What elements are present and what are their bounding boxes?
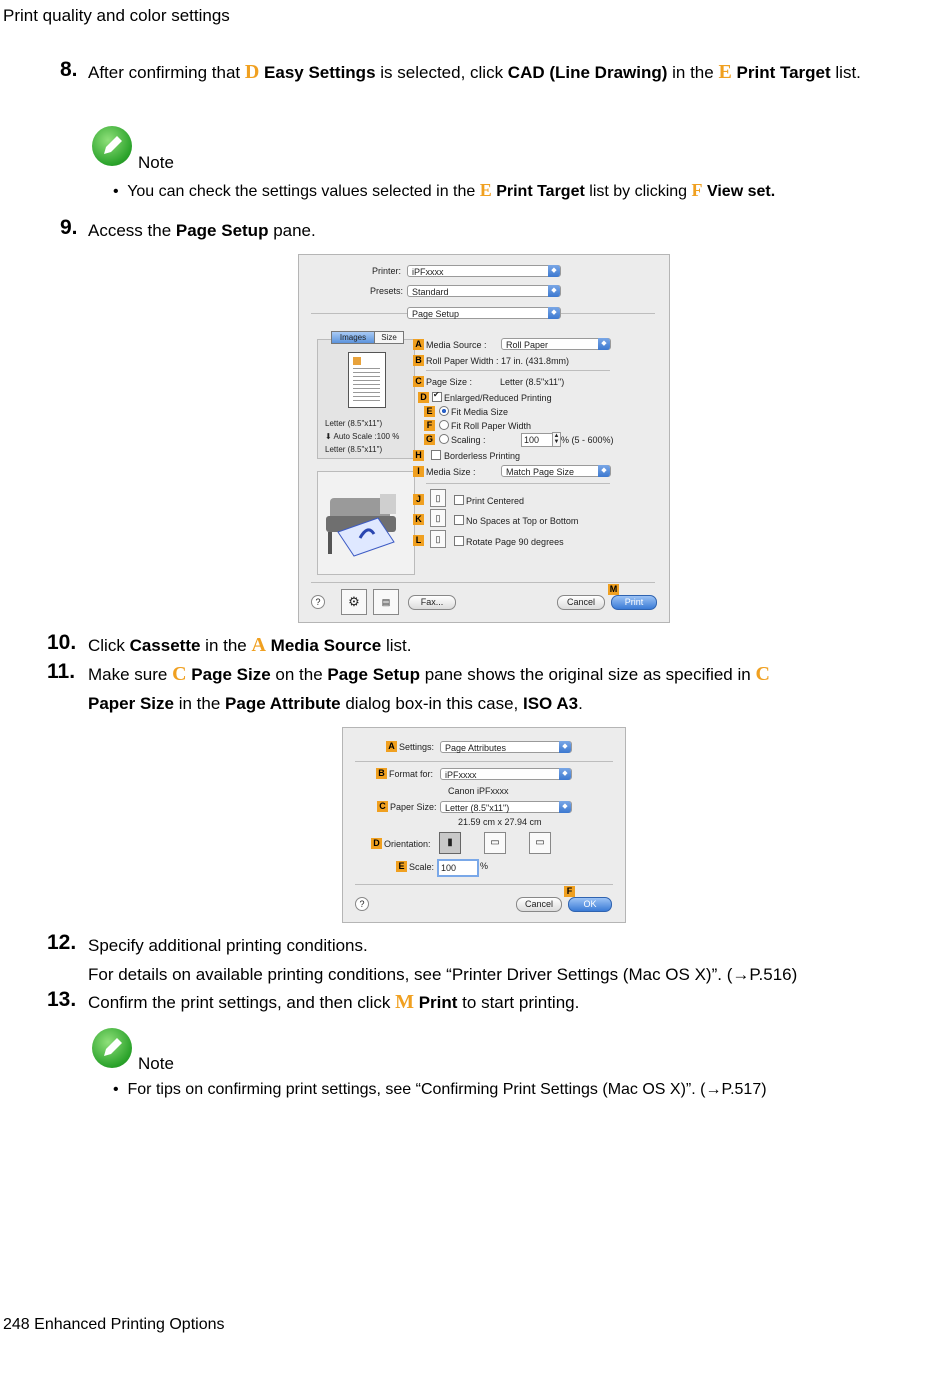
step-number: 13. [47, 988, 77, 1011]
cancel-button[interactable]: Cancel [516, 897, 562, 912]
scaling-stepper[interactable]: ▲ ▼ [553, 433, 560, 445]
popup-arrows-icon: ◆ [598, 338, 610, 350]
media-source-popup[interactable]: Roll Paper ◆ [501, 338, 611, 350]
step-number: 10. [47, 631, 77, 654]
enlarged-checkbox[interactable]: ✔ [432, 392, 442, 402]
landscape-orientation-button[interactable]: ▭ [484, 832, 506, 854]
step-11-text: Make sure C Page Size on the Page Setup pane shows the original size as specified in C Paper Size in the Page Attribute dialog box-in this case, ISO A3. [88, 663, 770, 713]
callout-i: I [413, 466, 424, 477]
ok-button[interactable]: OK [568, 897, 612, 912]
callout-e: E [396, 861, 407, 872]
divider [355, 761, 613, 762]
callout-j: J [413, 494, 424, 505]
step-8-text: After confirming that D Easy Settings is selected, click CAD (Line Drawing) in the E Print Target list. [88, 61, 861, 83]
media-size-popup[interactable]: Match Page Size ◆ [501, 465, 611, 477]
step-12-text: Specify additional printing conditions. For details on available printing conditions, see “Printer Driver Settings (Mac OS X)”. (→P.516) [88, 936, 798, 984]
rotate-checkbox[interactable] [454, 536, 464, 546]
popup-arrows-icon: ◆ [559, 741, 571, 753]
callout-letter: F [691, 180, 703, 200]
reverse-landscape-button[interactable]: ▭ [529, 832, 551, 854]
page-footer: 248 Enhanced Printing Options [3, 1316, 225, 1333]
printer-popup[interactable]: iPFxxxx ◆ [407, 265, 561, 277]
print-centered-icon: ▯ [430, 489, 446, 507]
callout-e: E [424, 406, 435, 417]
note-pencil-icon [92, 126, 132, 166]
step-10-text: Click Cassette in the A Media Source list. [88, 634, 412, 656]
tab-size[interactable]: Size [374, 331, 404, 344]
page-setup-dialog-screenshot: Printer: iPFxxxx ◆ Presets: Standard ◆ Page Setup ◆ Images Size Letter (8.5"x11") ⬇ Auto Scale :100 % Letter (8.5"x11") A Media Source : Roll Paper ◆ B Roll Paper Width : 17 in. (431.8mm) C Page Size : Letter (8.5"x11") D ✔ Enlarged/Reduced Printing E Fit Media Size F Fit Roll Paper Width G Scaling : 100 ▲ ▼ % (5 - 600%) H Borderless Printing I Media Size : Match Page Size ◆ J ▯ Print Centered K ▯ No Spaces at Top or Bottom L ▯ Rotate Page 90 degrees ? ⚙ ▤ Fax... Cancel M Print [298, 254, 670, 623]
callout-b: B [376, 768, 387, 779]
callout-c: C [377, 801, 388, 812]
rotate-page-icon: ▯ [430, 530, 446, 548]
format-for-popup[interactable]: iPFxxxx ◆ [440, 768, 572, 780]
callout-g: G [425, 434, 433, 444]
print-button[interactable]: Print [611, 595, 657, 610]
callout-d: D [418, 392, 429, 403]
note-label: Note [138, 1054, 174, 1073]
note-bullet: • For tips on confirming print settings, see “Confirming Print Settings (Mac OS X)”. (→P.517) [113, 1081, 767, 1098]
callout-f: F [564, 886, 575, 897]
fax-button[interactable]: Fax... [408, 595, 456, 610]
settings-popup[interactable]: Page Attributes ◆ [440, 741, 572, 753]
callout-letter: E [718, 61, 732, 83]
callout-letter: D [244, 61, 260, 83]
callout-letter: E [479, 180, 492, 200]
paper-size-popup[interactable]: Letter (8.5"x11") ◆ [440, 801, 572, 813]
callout-k: K [413, 514, 424, 525]
divider [355, 884, 613, 885]
scaling-radio[interactable] [439, 434, 449, 444]
callout-m: M [609, 584, 618, 594]
callout-d: D [371, 838, 382, 849]
popup-arrows-icon: ◆ [548, 285, 560, 297]
pane-popup[interactable]: Page Setup ◆ [407, 307, 561, 319]
callout-c: C [413, 376, 424, 387]
scaling-input[interactable]: 100 [521, 433, 553, 447]
popup-arrows-icon: ◆ [548, 307, 560, 319]
popup-arrows-icon: ◆ [559, 768, 571, 780]
pdf-icon[interactable]: ▤ [373, 589, 399, 615]
callout-a: A [386, 741, 397, 752]
divider [311, 582, 655, 583]
step-number: 8. [60, 58, 78, 81]
callout-l: L [413, 535, 424, 546]
presets-popup[interactable]: Standard ◆ [407, 285, 561, 297]
no-spaces-checkbox[interactable] [454, 515, 464, 525]
callout-letter: A [251, 634, 266, 656]
callout-f: F [424, 420, 435, 431]
running-header: Print quality and color settings [3, 6, 230, 25]
fit-roll-radio[interactable] [439, 420, 449, 430]
callout-a: A [413, 339, 424, 350]
callout-b: B [413, 355, 424, 366]
callout-letter: M [395, 991, 414, 1013]
no-spaces-icon: ▯ [430, 509, 446, 527]
popup-arrows-icon: ◆ [548, 265, 560, 277]
step-13-text: Confirm the print settings, and then click M Print to start printing. [88, 991, 580, 1013]
step-9-text: Access the Page Setup pane. [88, 221, 316, 240]
tab-images[interactable]: Images [331, 331, 375, 344]
callout-letter: C [172, 663, 187, 685]
printer-illustration [317, 471, 415, 575]
portrait-orientation-button[interactable]: ▮ [439, 832, 461, 854]
fit-media-radio[interactable] [439, 406, 449, 416]
popup-arrows-icon: ◆ [559, 801, 571, 813]
cancel-button[interactable]: Cancel [557, 595, 605, 610]
utility-icon[interactable]: ⚙ [341, 589, 367, 615]
step-number: 9. [60, 216, 78, 239]
help-button[interactable]: ? [355, 897, 369, 911]
step-number: 11. [47, 660, 76, 683]
print-centered-checkbox[interactable] [454, 495, 464, 505]
divider [426, 483, 610, 484]
popup-arrows-icon: ◆ [598, 465, 610, 477]
note-label: Note [138, 153, 174, 172]
step-number: 12. [47, 931, 77, 954]
callout-h: H [413, 450, 424, 461]
scale-input[interactable]: 100 [437, 859, 479, 877]
callout-letter: C [755, 663, 770, 685]
printer-icon [318, 472, 414, 574]
page-attributes-dialog-screenshot: A Settings: Page Attributes ◆ B Format for: iPFxxxx ◆ Canon iPFxxxx C Paper Size: Letter (8.5"x11") ◆ 21.59 cm x 27.94 cm D Orientation: ▮ ▭ ▭ E Scale: 100 % ? Cancel F OK [342, 727, 626, 923]
note-bullet: • You can check the settings values selected in the E Print Target list by clicking F View set. [113, 180, 776, 200]
help-button[interactable]: ? [311, 595, 325, 609]
divider [426, 370, 610, 371]
borderless-checkbox[interactable] [431, 450, 441, 460]
page-thumbnail [348, 352, 386, 408]
note-pencil-icon [92, 1028, 132, 1068]
